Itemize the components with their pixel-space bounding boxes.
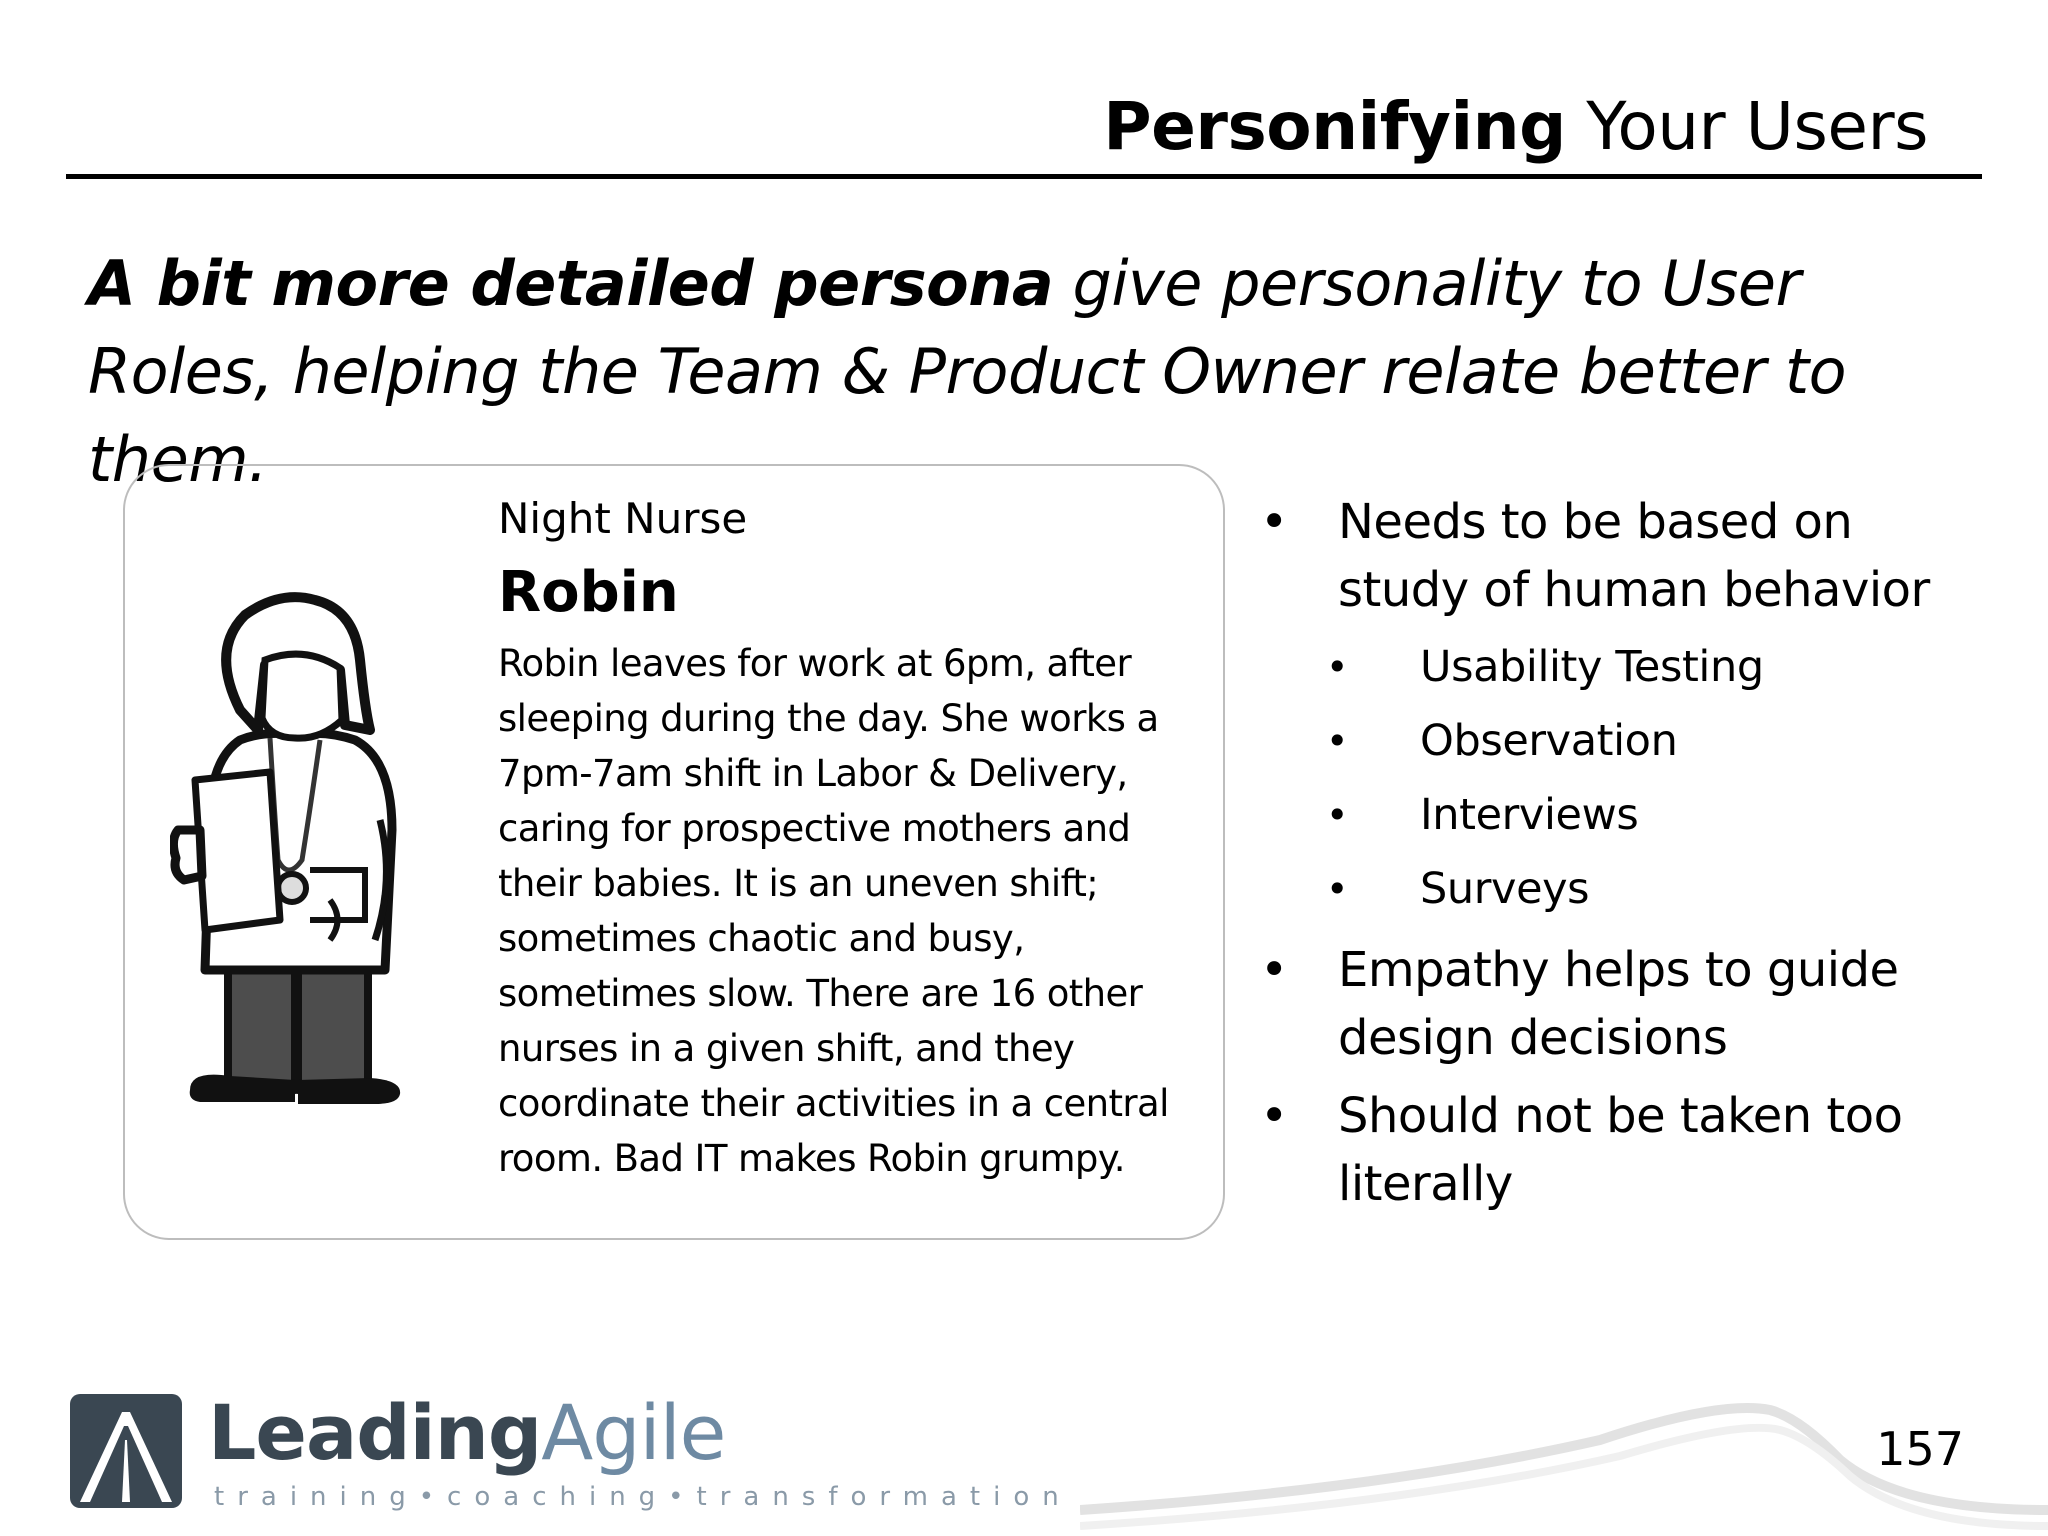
bullet-item (1260, 936, 1980, 1072)
bullet-item (1260, 488, 1980, 926)
sub-bullet-item: • Usability Testing (1318, 630, 1980, 704)
logo-bold: Leading (208, 1388, 542, 1477)
bullet-item (1260, 1082, 1980, 1218)
leadingagile-logo-icon (66, 1390, 186, 1512)
sub-bullet-item: • Interviews (1318, 778, 1980, 852)
sub-bullet-item: • Observation (1318, 704, 1980, 778)
subtitle-rest: give personality to User Roles, helping the Team & Product Owner relate better to them. (88, 247, 1847, 496)
page-number: 157 (1876, 1422, 1964, 1476)
nurse-icon (170, 590, 450, 1110)
logo-tagline: training•coaching•transformation (214, 1482, 1072, 1512)
bullet-text: Should not be taken too literally (1338, 1088, 1903, 1212)
subtitle-bold: A bit more detailed persona (88, 247, 1054, 320)
persona-name: Robin (498, 560, 679, 625)
persona-bio: Robin leaves for work at 6pm, after sleeping during the day. She works a 7pm-7am shift in Labor & Delivery, caring for prospective mothers and their babies. It is an uneven shift; sometimes chaotic and busy, sometimes slow. There are 16 other nurses in a given shift, and they coordinate their activities in a central room. Bad IT makes Robin grumpy. (498, 642, 1169, 1180)
sub-bullet-item: • Surveys (1318, 852, 1980, 926)
bullet-text: Needs to be based on study of human behavior (1338, 494, 1930, 618)
slide-title-rest: Your Users (1565, 88, 1928, 165)
logo-wordmark (208, 1388, 725, 1477)
sub-bullet-list (1338, 630, 1980, 926)
bullet-text: Empathy helps to guide design decisions (1338, 942, 1899, 1066)
bullet-list (1260, 488, 1980, 1228)
slide-title (1103, 88, 1928, 165)
title-divider (66, 174, 1982, 179)
persona-role: Night Nurse (498, 494, 748, 543)
logo-light: Agile (541, 1388, 726, 1477)
slide-title-bold: Personifying (1103, 88, 1566, 165)
